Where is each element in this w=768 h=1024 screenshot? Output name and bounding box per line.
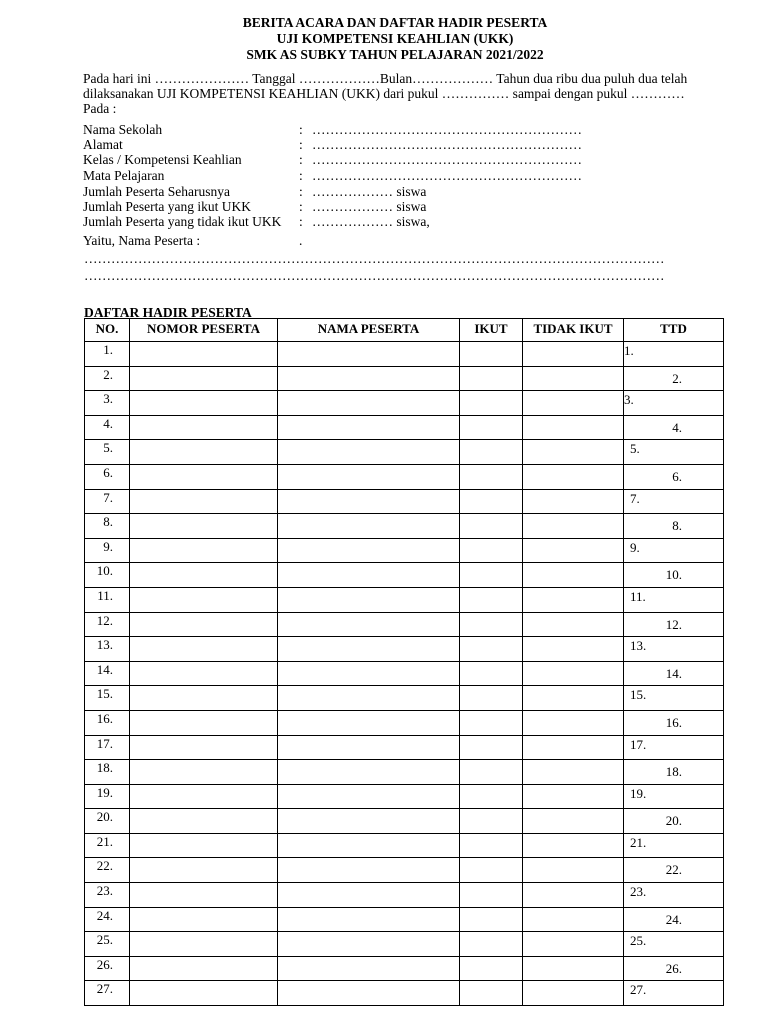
ikut-cell[interactable] [460, 932, 523, 957]
nama-peserta-cell[interactable] [278, 637, 460, 662]
row-number: 13. [85, 637, 130, 662]
ttd-cell[interactable] [624, 981, 724, 1006]
nama-peserta-cell[interactable] [278, 612, 460, 637]
table-row [85, 833, 724, 858]
nama-peserta-cell[interactable] [278, 489, 460, 514]
field-value[interactable]: …………………………………………………… [312, 152, 582, 167]
ttd-cell[interactable] [624, 464, 724, 489]
tidak-ikut-cell[interactable] [523, 907, 624, 932]
signature-number: 16. [665, 714, 682, 730]
nama-peserta-cell[interactable] [278, 587, 460, 612]
field-value[interactable]: ……………… siswa [312, 184, 427, 199]
signature-number: 8. [672, 518, 682, 534]
ttd-cell[interactable] [624, 587, 724, 612]
ikut-cell[interactable] [460, 833, 523, 858]
ikut-cell[interactable] [460, 858, 523, 883]
nama-peserta-cell[interactable] [278, 366, 460, 391]
ttd-cell[interactable] [624, 637, 724, 662]
row-number: 25. [85, 932, 130, 957]
row-number: 8. [85, 514, 130, 539]
tidak-ikut-cell[interactable] [523, 833, 624, 858]
row-number: 16. [85, 710, 130, 735]
nomor-peserta-cell[interactable] [130, 858, 278, 883]
ikut-cell[interactable] [460, 809, 523, 834]
signature-number: 20. [665, 813, 682, 829]
signature-number: 21. [630, 834, 647, 850]
ttd-cell[interactable] [624, 489, 724, 514]
ttd-cell[interactable] [624, 342, 724, 367]
tidak-ikut-cell[interactable] [523, 563, 624, 588]
table-row [85, 366, 724, 391]
ttd-cell[interactable] [624, 932, 724, 957]
nomor-peserta-cell[interactable] [130, 661, 278, 686]
row-number: 12. [85, 612, 130, 637]
row-number: 5. [85, 440, 130, 465]
field-value[interactable]: …………………………………………………… [312, 168, 582, 183]
ikut-cell[interactable] [460, 342, 523, 367]
nama-peserta-cell[interactable] [278, 981, 460, 1006]
nomor-peserta-cell[interactable] [130, 883, 278, 908]
title-line-2: UJI KOMPETENSI KEAHLIAN (UKK) [276, 31, 514, 46]
row-number: 26. [85, 956, 130, 981]
table-row [85, 710, 724, 735]
nama-peserta-cell[interactable] [278, 784, 460, 809]
row-number: 14. [85, 661, 130, 686]
signature-number: 2. [672, 370, 682, 386]
title-line-1: BERITA ACARA DAN DAFTAR HADIR PESERTA [242, 15, 548, 30]
header-nama-peserta: NAMA PESERTA [278, 319, 460, 342]
tidak-ikut-cell[interactable] [523, 981, 624, 1006]
attendance-rows [85, 342, 724, 1006]
table-row [85, 981, 724, 1006]
header-ttd: TTD [624, 319, 724, 342]
dotted-line-1[interactable]: ………………………………………………………………………………………………………………… [84, 251, 665, 266]
header-nomor-peserta: NOMOR PESERTA [130, 319, 278, 342]
ttd-cell[interactable] [624, 440, 724, 465]
signature-number: 3. [624, 392, 634, 408]
table-row [85, 686, 724, 711]
signature-number: 18. [665, 764, 682, 780]
field-value[interactable]: …………………………………………………… [312, 137, 582, 152]
intro-paragraph [83, 71, 723, 116]
table-row [85, 956, 724, 981]
nomor-peserta-cell[interactable] [130, 342, 278, 367]
table-row [85, 735, 724, 760]
ttd-cell[interactable] [624, 391, 724, 416]
signature-number: 7. [630, 490, 640, 506]
signature-number: 13. [630, 638, 647, 654]
tidak-ikut-cell[interactable] [523, 415, 624, 440]
ikut-cell[interactable] [460, 883, 523, 908]
ttd-cell[interactable] [624, 612, 724, 637]
attendance-table [84, 318, 724, 1006]
ttd-cell[interactable] [624, 907, 724, 932]
ttd-cell[interactable] [624, 760, 724, 785]
ikut-cell[interactable] [460, 661, 523, 686]
table-row [85, 858, 724, 883]
field-colon: : [299, 168, 303, 183]
row-number: 21. [85, 833, 130, 858]
nomor-peserta-cell[interactable] [130, 735, 278, 760]
ttd-cell[interactable] [624, 883, 724, 908]
row-number: 24. [85, 907, 130, 932]
table-row [85, 637, 724, 662]
nomor-peserta-cell[interactable] [130, 784, 278, 809]
nomor-peserta-cell[interactable] [130, 514, 278, 539]
nama-peserta-cell[interactable] [278, 415, 460, 440]
ttd-cell[interactable] [624, 735, 724, 760]
field-value[interactable]: ……………… siswa, [312, 214, 430, 229]
ttd-cell[interactable] [624, 956, 724, 981]
header-no: NO. [85, 319, 130, 342]
nomor-peserta-cell[interactable] [130, 907, 278, 932]
tidak-ikut-cell[interactable] [523, 661, 624, 686]
nomor-peserta-cell[interactable] [130, 956, 278, 981]
nama-peserta-cell[interactable] [278, 563, 460, 588]
ikut-cell[interactable] [460, 637, 523, 662]
tidak-ikut-cell[interactable] [523, 735, 624, 760]
dotted-line-2[interactable]: ………………………………………………………………………………………………………………… [84, 268, 665, 283]
row-number: 2. [85, 366, 130, 391]
table-row [85, 514, 724, 539]
ikut-cell[interactable] [460, 981, 523, 1006]
signature-number: 5. [630, 441, 640, 457]
nomor-peserta-cell[interactable] [130, 760, 278, 785]
nama-peserta-cell[interactable] [278, 907, 460, 932]
ikut-cell[interactable] [460, 563, 523, 588]
nama-peserta-cell[interactable] [278, 342, 460, 367]
ttd-cell[interactable] [624, 858, 724, 883]
row-number: 22. [85, 858, 130, 883]
nama-peserta-cell[interactable] [278, 686, 460, 711]
participant-name-lines [84, 250, 665, 284]
field-label: Jumlah Peserta yang tidak ikut UKK [83, 214, 282, 229]
ikut-cell[interactable] [460, 956, 523, 981]
ttd-cell[interactable] [624, 809, 724, 834]
signature-number: 9. [630, 539, 640, 555]
ikut-cell[interactable] [460, 440, 523, 465]
table-row [85, 587, 724, 612]
field-label: Nama Sekolah [83, 122, 163, 137]
field-colon: . [299, 233, 303, 248]
row-number: 10. [85, 563, 130, 588]
ttd-cell[interactable] [624, 710, 724, 735]
ikut-cell[interactable] [460, 538, 523, 563]
row-number: 18. [85, 760, 130, 785]
tidak-ikut-cell[interactable] [523, 858, 624, 883]
field-colon: : [299, 199, 303, 214]
tidak-ikut-cell[interactable] [523, 932, 624, 957]
row-number: 3. [85, 391, 130, 416]
nama-peserta-cell[interactable] [278, 883, 460, 908]
nama-peserta-cell[interactable] [278, 833, 460, 858]
tidak-ikut-cell[interactable] [523, 514, 624, 539]
field-colon: : [299, 137, 303, 152]
tidak-ikut-cell[interactable] [523, 366, 624, 391]
field-colon: : [299, 152, 303, 167]
tidak-ikut-cell[interactable] [523, 342, 624, 367]
signature-number: 12. [665, 616, 682, 632]
signature-number: 15. [630, 687, 647, 703]
tidak-ikut-cell[interactable] [523, 612, 624, 637]
ikut-cell[interactable] [460, 415, 523, 440]
signature-number: 23. [630, 884, 647, 900]
signature-number: 24. [665, 911, 682, 927]
header-ikut: IKUT [460, 319, 523, 342]
nama-peserta-cell[interactable] [278, 440, 460, 465]
field-colon: : [299, 184, 303, 199]
document-title [0, 15, 768, 63]
ikut-cell[interactable] [460, 686, 523, 711]
nomor-peserta-cell[interactable] [130, 809, 278, 834]
tidak-ikut-cell[interactable] [523, 538, 624, 563]
ttd-cell[interactable] [624, 538, 724, 563]
field-label: Kelas / Kompetensi Keahlian [83, 152, 242, 167]
nomor-peserta-cell[interactable] [130, 833, 278, 858]
field-colon: : [299, 122, 303, 137]
nama-peserta-cell[interactable] [278, 809, 460, 834]
row-number: 23. [85, 883, 130, 908]
nama-peserta-cell[interactable] [278, 710, 460, 735]
signature-number: 22. [665, 862, 682, 878]
signature-number: 26. [665, 960, 682, 976]
ikut-cell[interactable] [460, 760, 523, 785]
intro-line-3: Pada : [83, 101, 117, 116]
signature-number: 10. [665, 567, 682, 583]
nomor-peserta-cell[interactable] [130, 710, 278, 735]
nomor-peserta-cell[interactable] [130, 366, 278, 391]
row-number: 11. [85, 587, 130, 612]
title-line-3: SMK AS SUBKY TAHUN PELAJARAN 2021/2022 [246, 47, 544, 62]
ikut-cell[interactable] [460, 907, 523, 932]
nama-peserta-cell[interactable] [278, 932, 460, 957]
signature-number: 19. [630, 785, 647, 801]
table-row [85, 489, 724, 514]
tidak-ikut-cell[interactable] [523, 686, 624, 711]
intro-line-1: Pada hari ini ………………… Tanggal ………………Bulan……………… Tahun dua ribu dua puluh dua telah [83, 71, 688, 86]
nomor-peserta-cell[interactable] [130, 587, 278, 612]
tidak-ikut-cell[interactable] [523, 710, 624, 735]
ikut-cell[interactable] [460, 784, 523, 809]
nama-peserta-cell[interactable] [278, 464, 460, 489]
table-row [85, 661, 724, 686]
signature-number: 27. [630, 982, 647, 998]
field-value[interactable]: ……………… siswa [312, 199, 427, 214]
nama-peserta-cell[interactable] [278, 735, 460, 760]
tidak-ikut-cell[interactable] [523, 489, 624, 514]
row-number: 6. [85, 464, 130, 489]
ttd-cell[interactable] [624, 366, 724, 391]
nomor-peserta-cell[interactable] [130, 637, 278, 662]
nomor-peserta-cell[interactable] [130, 932, 278, 957]
table-row [85, 391, 724, 416]
header-tidak-ikut: TIDAK IKUT [523, 319, 624, 342]
table-row [85, 538, 724, 563]
row-number: 15. [85, 686, 130, 711]
field-value[interactable]: …………………………………………………… [312, 122, 582, 137]
intro-line-2: dilaksanakan UJI KOMPETENSI KEAHLIAN (UKK) dari pukul …………… sampai dengan pukul ………… [83, 86, 685, 101]
row-number: 4. [85, 415, 130, 440]
nomor-peserta-cell[interactable] [130, 415, 278, 440]
tidak-ikut-cell[interactable] [523, 784, 624, 809]
nomor-peserta-cell[interactable] [130, 391, 278, 416]
tidak-ikut-cell[interactable] [523, 637, 624, 662]
ikut-cell[interactable] [460, 710, 523, 735]
ikut-cell[interactable] [460, 587, 523, 612]
table-row [85, 415, 724, 440]
table-row [85, 464, 724, 489]
field-label: Jumlah Peserta yang ikut UKK [83, 199, 251, 214]
row-number: 17. [85, 735, 130, 760]
table-row [85, 809, 724, 834]
table-row [85, 342, 724, 367]
ttd-cell[interactable] [624, 661, 724, 686]
signature-number: 6. [672, 468, 682, 484]
attendance-title: DAFTAR HADIR PESERTA [84, 305, 252, 320]
table-row [85, 440, 724, 465]
ttd-cell[interactable] [624, 563, 724, 588]
nama-peserta-cell[interactable] [278, 391, 460, 416]
nomor-peserta-cell[interactable] [130, 563, 278, 588]
ikut-cell[interactable] [460, 514, 523, 539]
field-colon: : [299, 214, 303, 229]
ikut-cell[interactable] [460, 735, 523, 760]
tidak-ikut-cell[interactable] [523, 440, 624, 465]
signature-number: 14. [665, 665, 682, 681]
ikut-cell[interactable] [460, 391, 523, 416]
tidak-ikut-cell[interactable] [523, 883, 624, 908]
row-number: 9. [85, 538, 130, 563]
tidak-ikut-cell[interactable] [523, 809, 624, 834]
row-number: 19. [85, 784, 130, 809]
ttd-cell[interactable] [624, 514, 724, 539]
table-row [85, 883, 724, 908]
tidak-ikut-cell[interactable] [523, 391, 624, 416]
nama-peserta-cell[interactable] [278, 858, 460, 883]
table-row [85, 563, 724, 588]
table-header-row [85, 319, 724, 342]
table-row [85, 784, 724, 809]
row-number: 27. [85, 981, 130, 1006]
nomor-peserta-cell[interactable] [130, 538, 278, 563]
table-row [85, 760, 724, 785]
signature-number: 11. [630, 588, 646, 604]
signature-number: 25. [630, 933, 647, 949]
row-number: 20. [85, 809, 130, 834]
tidak-ikut-cell[interactable] [523, 956, 624, 981]
ikut-cell[interactable] [460, 464, 523, 489]
nomor-peserta-cell[interactable] [130, 489, 278, 514]
ttd-cell[interactable] [624, 784, 724, 809]
nomor-peserta-cell[interactable] [130, 612, 278, 637]
nama-peserta-cell[interactable] [278, 956, 460, 981]
table-row [85, 612, 724, 637]
nomor-peserta-cell[interactable] [130, 981, 278, 1006]
nama-peserta-cell[interactable] [278, 514, 460, 539]
table-row [85, 932, 724, 957]
nama-peserta-cell[interactable] [278, 538, 460, 563]
nomor-peserta-cell[interactable] [130, 464, 278, 489]
ttd-cell[interactable] [624, 415, 724, 440]
row-number: 1. [85, 342, 130, 367]
tidak-ikut-cell[interactable] [523, 464, 624, 489]
signature-number: 4. [672, 419, 682, 435]
ikut-cell[interactable] [460, 612, 523, 637]
ttd-cell[interactable] [624, 833, 724, 858]
row-number: 7. [85, 489, 130, 514]
field-label: Alamat [83, 137, 123, 152]
tidak-ikut-cell[interactable] [523, 760, 624, 785]
nomor-peserta-cell[interactable] [130, 686, 278, 711]
signature-number: 1. [624, 343, 634, 358]
tidak-ikut-cell[interactable] [523, 587, 624, 612]
table-row [85, 907, 724, 932]
signature-number: 17. [630, 736, 647, 752]
field-label: Mata Pelajaran [83, 168, 165, 183]
ttd-cell[interactable] [624, 686, 724, 711]
field-label: Yaitu, Nama Peserta : [83, 233, 201, 248]
ikut-cell[interactable] [460, 489, 523, 514]
field-label: Jumlah Peserta Seharusnya [83, 184, 230, 199]
ikut-cell[interactable] [460, 366, 523, 391]
nama-peserta-cell[interactable] [278, 661, 460, 686]
nomor-peserta-cell[interactable] [130, 440, 278, 465]
nama-peserta-cell[interactable] [278, 760, 460, 785]
